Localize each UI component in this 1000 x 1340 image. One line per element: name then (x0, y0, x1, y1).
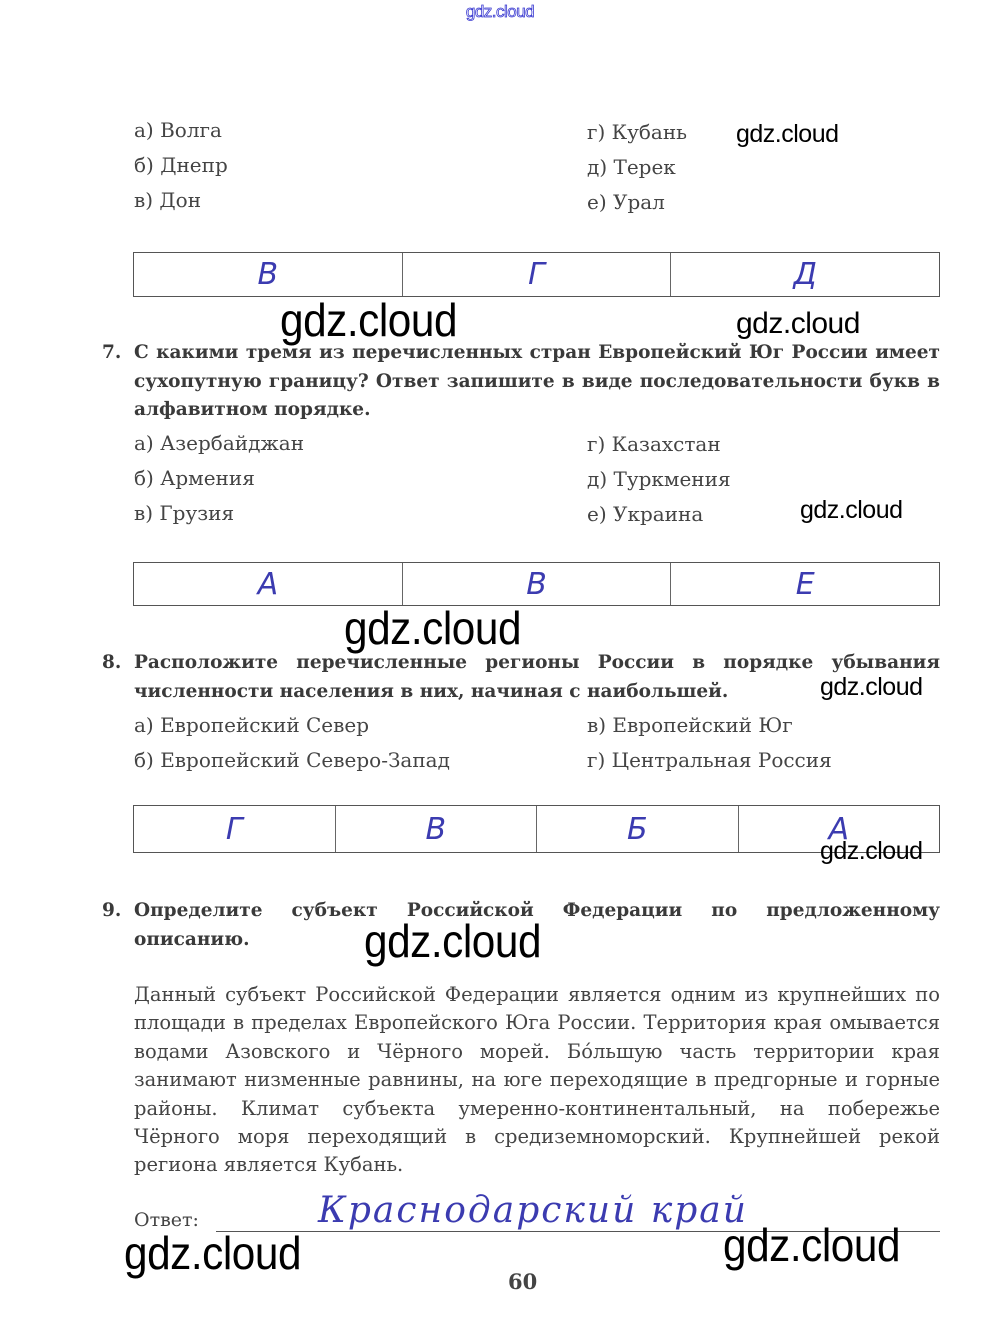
q7-options-right (587, 432, 731, 537)
q9-number: 9. (102, 900, 122, 921)
q6-option-b: б) Днепр (134, 153, 228, 177)
q8-answer-cell[interactable]: А (828, 811, 850, 847)
q7-option-f: е) Украина (587, 502, 704, 526)
watermark: gdz.cloud (124, 1227, 302, 1279)
q7-options-left (134, 431, 304, 536)
top-watermark: gdz.cloud (465, 2, 535, 21)
q9-description: Данный субъект Российской Федерации является одним из крупнейших по площади в пределах Европейского Юга России. Территория края омывается водами Азовского и Чёрного морей. Бо́льшую часть территории края занимают низменные равнины, на юге переходящие в предгорные и горные районы. Климат субъекта умеренно-континентальный, на побережье Чёрного моря переходящий в средиземноморский. Крупнейшей рекой региона является Кубань. (134, 983, 940, 1177)
q8-options-left (134, 713, 450, 783)
q8-option-b: б) Европейский Северо-Запад (134, 748, 450, 772)
q8-text: Расположите перечисленные регионы России в порядке убывания численности населения в них, начиная с наибольшей. (134, 652, 940, 702)
q7-answer-cell[interactable]: Е (795, 566, 815, 602)
q6-option-e: д) Терек (587, 155, 676, 179)
q8-options-right (587, 713, 832, 783)
watermark: gdz.cloud (820, 837, 923, 865)
q7-text: С какими тремя из перечисленных стран Европейский Юг России имеет сухопутную границу? Ответ запишите в виде последовательности букв в алфавитном порядке. (134, 342, 940, 420)
page-number: 60 (508, 1269, 538, 1294)
q8-number: 8. (102, 652, 122, 673)
watermark: gdz.cloud (364, 915, 542, 967)
q6-answer-box[interactable] (133, 252, 940, 297)
q7-option-e: д) Туркмения (587, 467, 731, 491)
watermark: gdz.cloud (800, 496, 903, 524)
q6-option-d: г) Кубань (587, 120, 688, 144)
watermark: gdz.cloud (736, 120, 839, 148)
q8-answer-box[interactable] (133, 805, 940, 853)
q6-option-c: в) Дон (134, 188, 202, 212)
q8-answer-cell[interactable]: Г (134, 806, 336, 852)
watermark: gdz.cloud (820, 673, 923, 701)
q6-answer-cell[interactable]: В (134, 253, 403, 296)
watermark: gdz.cloud (723, 1219, 901, 1271)
q8-answer-cell[interactable]: В (336, 806, 538, 852)
q7-option-c: в) Грузия (134, 501, 235, 525)
q7-answer-cell[interactable]: В (403, 563, 672, 605)
q6-answer-cell[interactable]: Д (793, 257, 817, 292)
q6-answer-cell[interactable]: Г (403, 253, 672, 296)
q7-prompt (102, 339, 940, 425)
q7-option-d: г) Казахстан (587, 432, 721, 456)
watermark: gdz.cloud (344, 602, 522, 654)
q9-text: Определите субъект Российской Федерации по предложенному описанию. (134, 900, 940, 950)
q7-number: 7. (102, 342, 122, 363)
q7-answer-box[interactable] (133, 562, 940, 606)
q8-option-c: в) Европейский Юг (587, 713, 793, 737)
q7-answer-cell[interactable]: А (134, 563, 403, 605)
q9-answer-label: Ответ: (134, 1209, 199, 1231)
q8-answer-cell[interactable]: Б (537, 806, 739, 852)
watermark: gdz.cloud (736, 307, 860, 340)
q9-answer-value[interactable]: Краснодарский край (318, 1190, 748, 1231)
q8-option-a: а) Европейский Север (134, 713, 370, 737)
q7-option-b: б) Армения (134, 466, 255, 490)
q6-options-right (587, 120, 687, 225)
q7-option-a: а) Азербайджан (134, 431, 305, 455)
q6-options-left (134, 118, 228, 223)
watermark: gdz.cloud (280, 294, 458, 346)
q6-option-f: е) Урал (587, 190, 665, 214)
q6-option-a: а) Волга (134, 118, 222, 142)
q8-option-d: г) Центральная Россия (587, 748, 832, 772)
